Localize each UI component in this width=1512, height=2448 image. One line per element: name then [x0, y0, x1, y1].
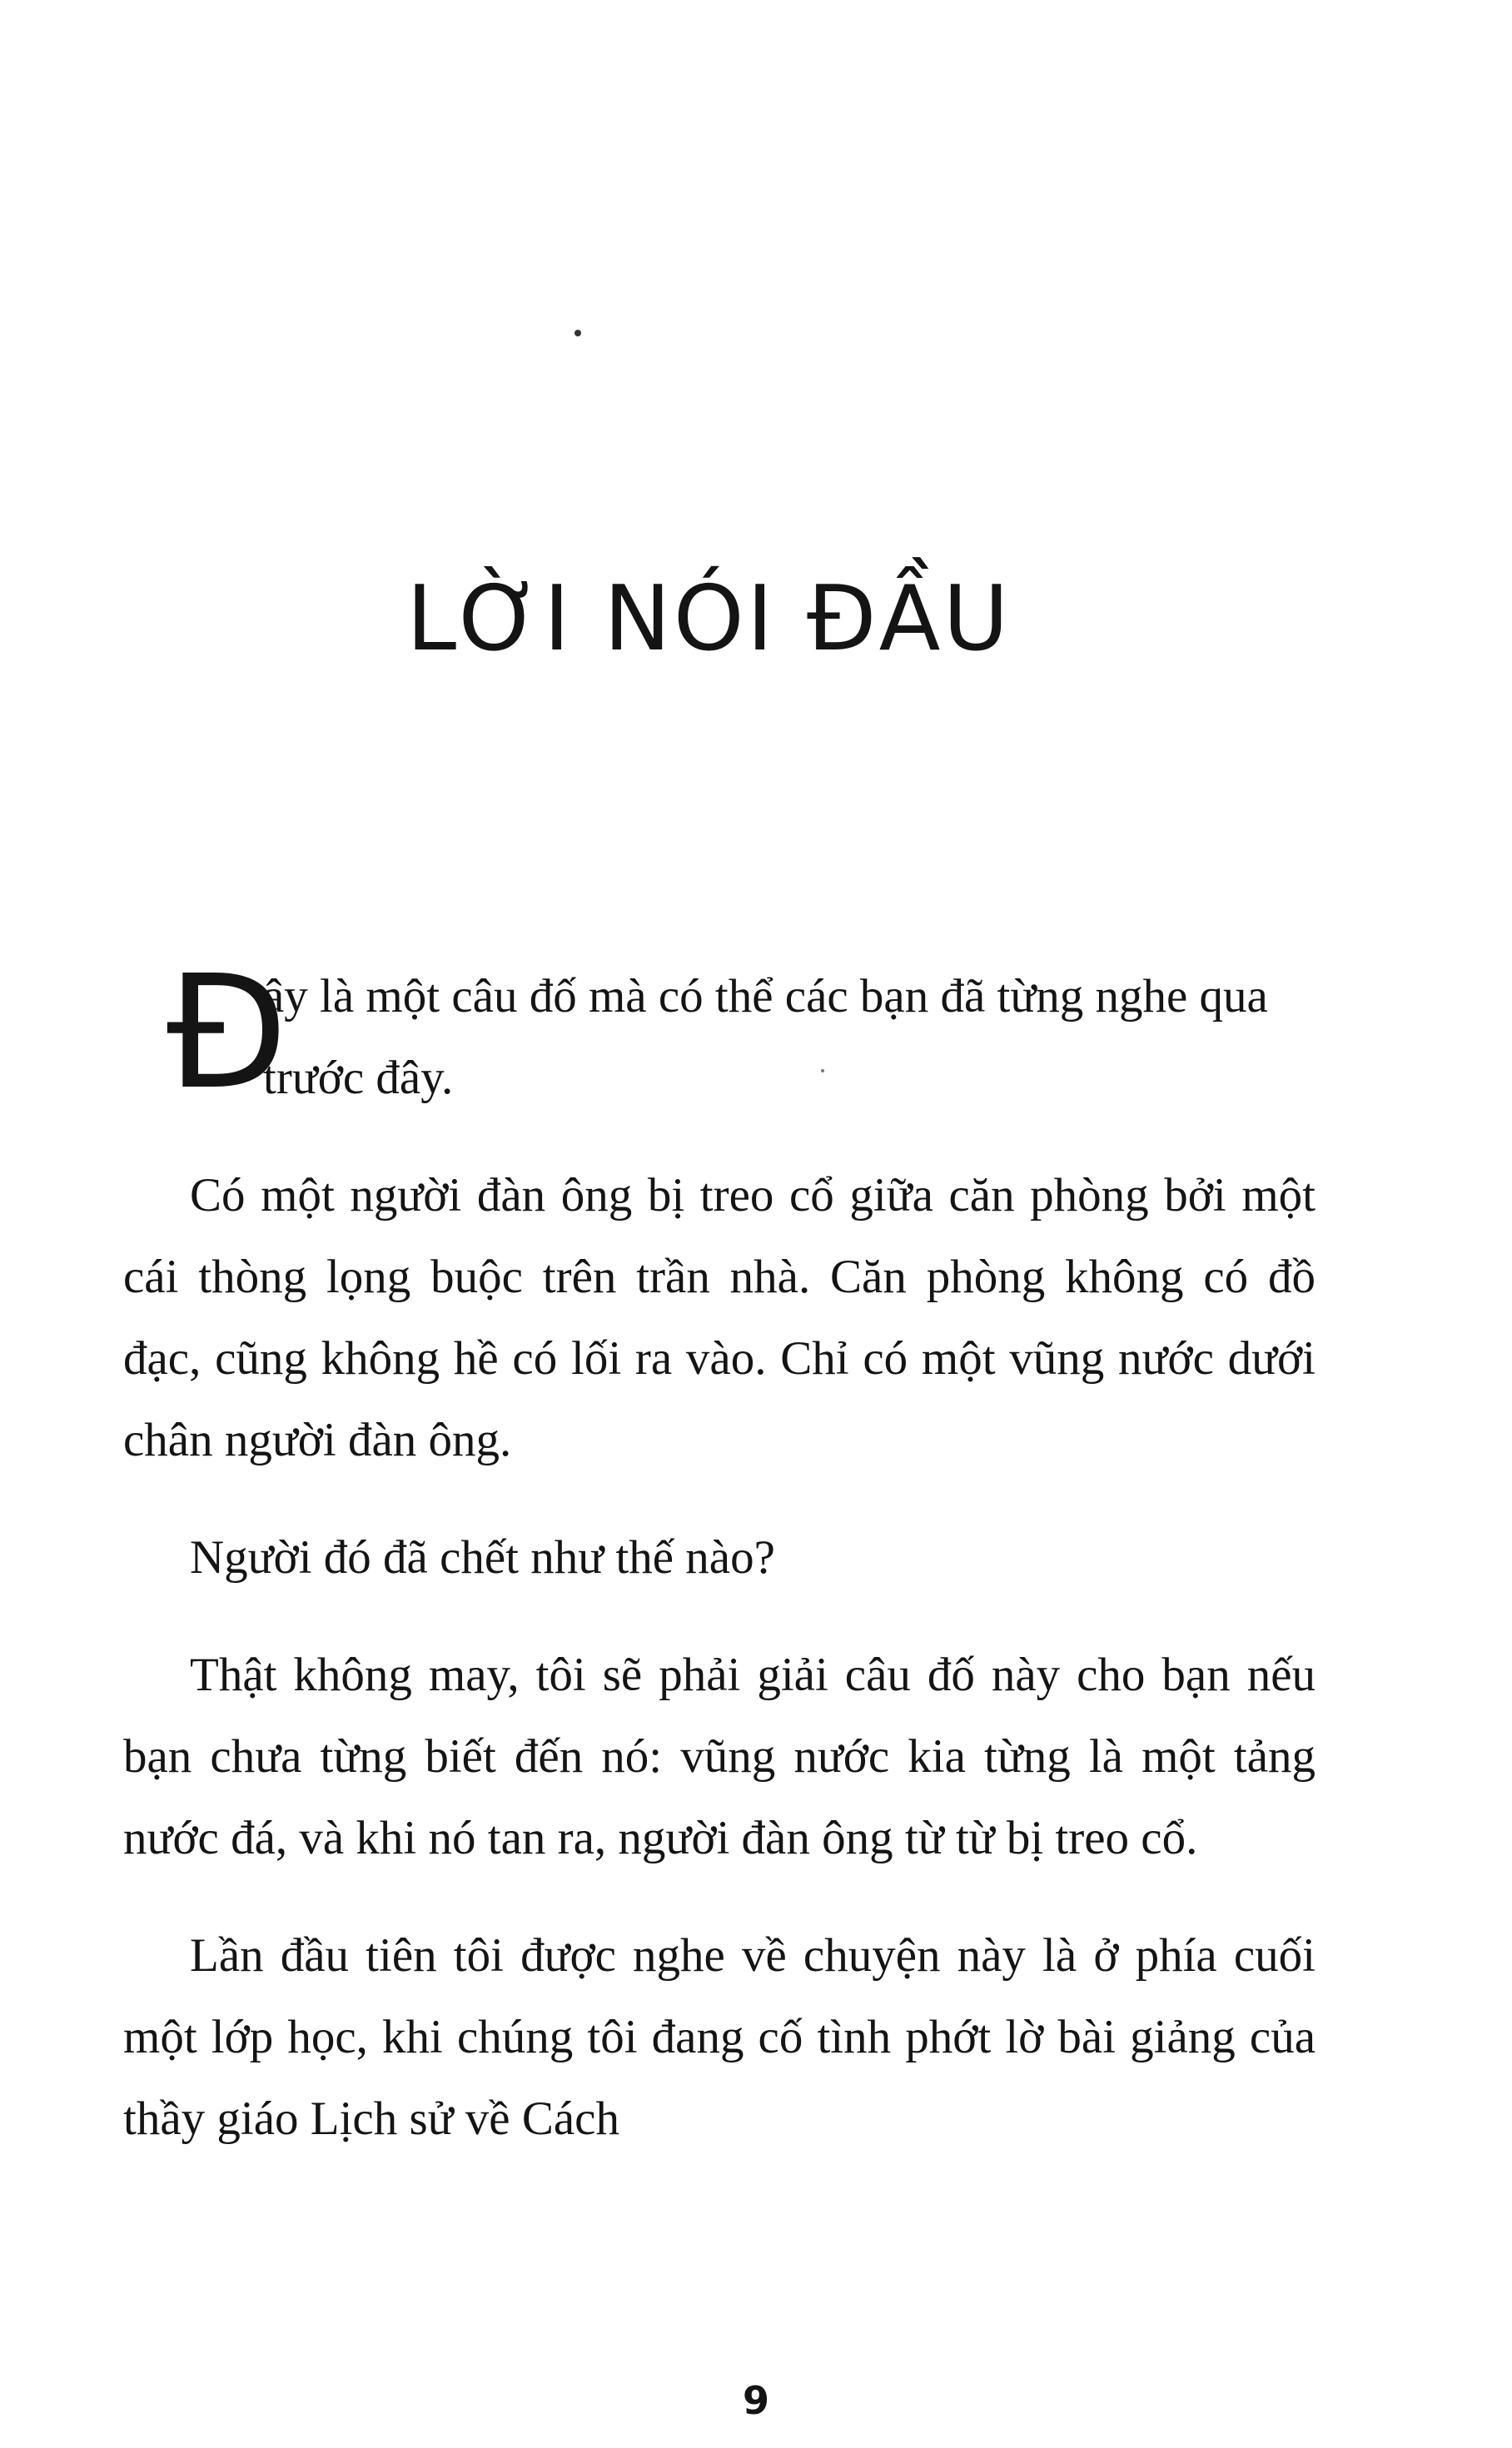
paragraph: Lần đầu tiên tôi được nghe về chuyện này là ở phía cuối một lớp học, khi chúng tôi đang cố tình phớt lờ bài giảng của thầy giáo Lịch sử về Cách [123, 1929, 1316, 2145]
paragraph: Người đó đã chết như thế nào? [190, 1531, 775, 1584]
body-text [123, 942, 1316, 2196]
paragraph: Có một người đàn ông bị treo cổ giữa căn phòng bởi một cái thòng lọng buộc trên trần nhà. Căn phòng không có đồ đạc, cũng không hề có lối ra vào. Chỉ có một vũng nước dưới chân người đàn ông. [123, 1169, 1316, 1466]
drop-cap: Đ [167, 942, 288, 1124]
print-speck [574, 330, 581, 336]
page-number: 9 [742, 2378, 769, 2423]
paragraph: Thật không may, tôi sẽ phải giải câu đố này cho bạn nếu bạn chưa từng biết đến nó: vũng nước kia từng là một tảng nước đá, và khi nó tan ra, người đàn ông từ từ bị treo cổ. [123, 1649, 1316, 1864]
first-paragraph [123, 942, 1316, 1124]
chapter-title: LỜI NÓI ĐẦU [406, 567, 1012, 671]
first-paragraph-text: ây là một câu đố mà có thể các bạn đã từng nghe qua trước đây. [263, 970, 1268, 1104]
